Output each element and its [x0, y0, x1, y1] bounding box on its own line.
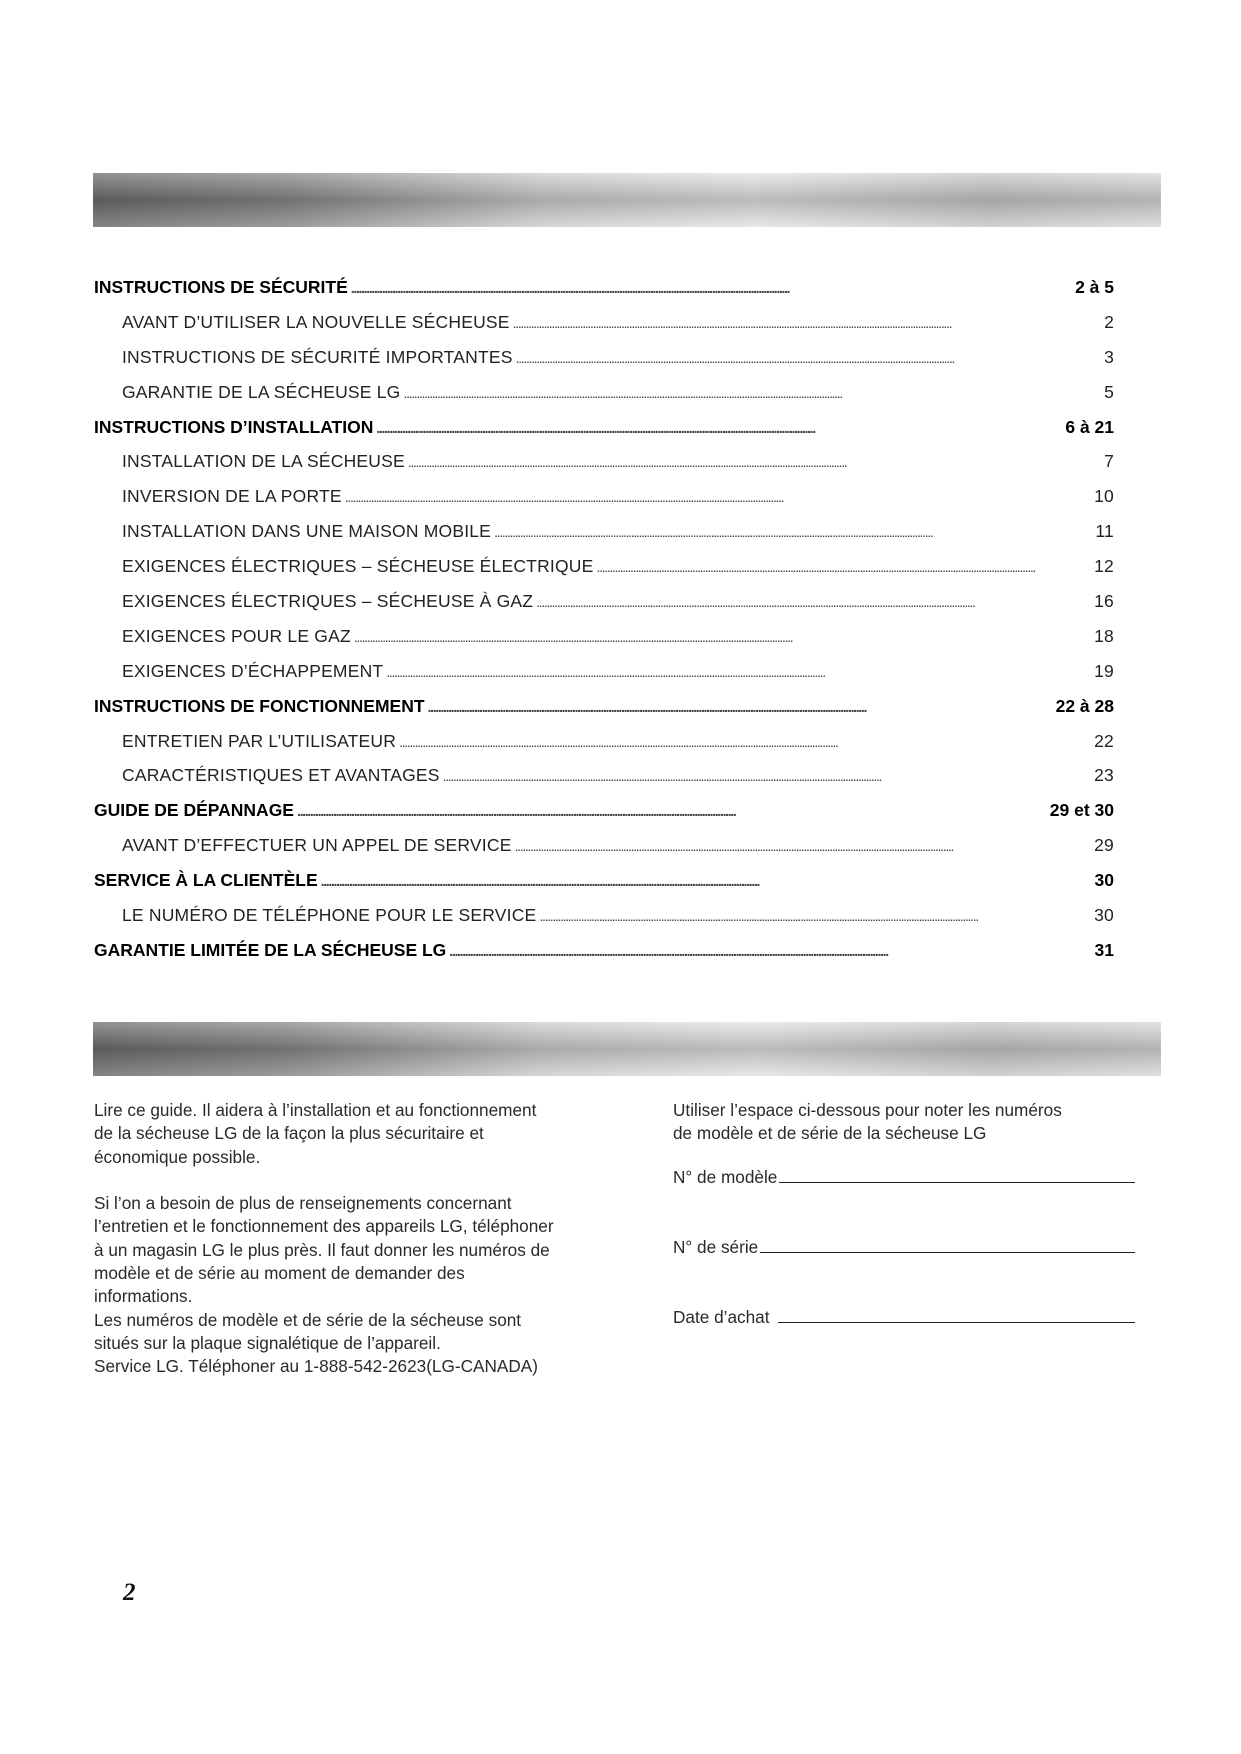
intro-line: informations.: [94, 1286, 193, 1307]
toc-entry-label: ENTRETIEN PAR L’UTILISATEUR: [122, 730, 397, 751]
toc-subsection-entry: [94, 549, 1114, 584]
toc-entry-label: GARANTIE DE LA SÉCHEUSE LG: [122, 381, 401, 402]
toc-entry-page: 31: [1094, 939, 1114, 960]
toc-entry-label: EXIGENCES D’ÉCHAPPEMENT: [122, 660, 384, 681]
toc-entry-page: 3: [1104, 346, 1114, 367]
toc-leader-dots: [351, 270, 1072, 306]
toc-leader-dots: [376, 410, 1062, 446]
intro-line: Service LG. Téléphoner au 1-888-542-2623(LG-CANADA): [94, 1356, 538, 1377]
toc-entry-page: 22 à 28: [1055, 695, 1114, 716]
toc-entry-label: GARANTIE LIMITÉE DE LA SÉCHEUSE LG: [94, 939, 447, 960]
toc-leader-dots: [354, 619, 1091, 655]
section-band: [93, 1022, 1161, 1076]
toc-entry-label: AVANT D’EFFECTUER UN APPEL DE SERVICE: [122, 835, 512, 856]
toc-leader-dots: [399, 724, 1091, 760]
toc-subsection-entry: [94, 828, 1114, 863]
toc-leader-dots: [408, 444, 1101, 480]
toc-subsection-entry: [94, 619, 1114, 654]
toc-entry-page: 12: [1094, 556, 1114, 577]
toc-leader-dots: [513, 305, 1101, 341]
toc-leader-dots: [443, 758, 1092, 794]
toc-subsection-entry: [94, 444, 1114, 479]
record-intro-line: Utiliser l’espace ci-dessous pour noter les numéros: [673, 1100, 1062, 1120]
toc-section-entry: [94, 689, 1114, 724]
toc-subsection-entry: [94, 724, 1114, 759]
model-number-line[interactable]: [779, 1164, 1135, 1183]
toc-leader-dots: [597, 549, 1092, 585]
toc-entry-label: INSTALLATION DE LA SÉCHEUSE: [122, 451, 405, 472]
purchase-date-label: Date d’achat: [673, 1307, 770, 1327]
toc-entry-page: 18: [1094, 625, 1114, 646]
toc-subsection-entry: [94, 340, 1114, 375]
toc-leader-dots: [494, 514, 1092, 550]
toc-leader-dots: [536, 584, 1091, 620]
toc-leader-dots: [297, 793, 1047, 829]
toc-subsection-entry: [94, 584, 1114, 619]
toc-subsection-entry: [94, 654, 1114, 689]
toc-entry-page: 7: [1104, 451, 1114, 472]
toc-subsection-entry: [94, 305, 1114, 340]
toc-entry-label: GUIDE DE DÉPANNAGE: [94, 800, 294, 821]
model-number-label: N° de modèle: [673, 1167, 778, 1187]
toc-entry-page: 16: [1094, 591, 1114, 612]
toc-entry-page: 29: [1094, 835, 1114, 856]
toc-leader-dots: [403, 375, 1101, 411]
toc-subsection-entry: [94, 514, 1114, 549]
toc-entry-page: 23: [1094, 765, 1114, 786]
model-number-field[interactable]: [673, 1164, 1135, 1188]
intro-text: [94, 1099, 654, 1379]
toc-entry-label: SERVICE À LA CLIENTÈLE: [94, 870, 318, 891]
toc-entry-page: 2 à 5: [1075, 277, 1114, 297]
intro-line: Lire ce guide. Il aidera à l’installation et au fonctionnement: [94, 1100, 537, 1120]
intro-line: à un magasin LG le plus près. Il faut donner les numéros de: [94, 1239, 550, 1260]
toc-entry-label: INSTRUCTIONS DE FONCTIONNEMENT: [94, 695, 425, 716]
toc-entry-label: INVERSION DE LA PORTE: [122, 486, 342, 507]
toc-leader-dots: [449, 933, 1091, 969]
toc-entry-page: 19: [1094, 660, 1114, 681]
toc-entry-label: CARACTÉRISTIQUES ET AVANTAGES: [122, 765, 440, 786]
intro-line: de la sécheuse LG de la façon la plus sécuritaire et: [94, 1123, 484, 1144]
record-intro: [673, 1099, 1143, 1146]
intro-line: économique possible.: [94, 1146, 261, 1167]
purchase-date-line[interactable]: [778, 1304, 1135, 1323]
toc-entry-page: 2: [1104, 311, 1114, 332]
intro-line: Si l’on a besoin de plus de renseignements concernant: [94, 1193, 512, 1214]
serial-number-field[interactable]: [673, 1234, 1135, 1258]
toc-entry-page: 29 et 30: [1049, 800, 1114, 821]
page-number: 2: [123, 1579, 136, 1606]
toc-subsection-entry: [94, 898, 1114, 933]
toc-entry-page: 30: [1094, 870, 1114, 891]
toc-leader-dots: [428, 689, 1053, 725]
intro-line: l’entretien et le fonctionnement des appareils LG, téléphoner: [94, 1216, 554, 1237]
toc-leader-dots: [321, 863, 1092, 899]
toc-leader-dots: [515, 828, 1092, 864]
toc-section-entry: [94, 933, 1114, 968]
toc-leader-dots: [386, 654, 1091, 690]
toc-entry-label: EXIGENCES ÉLECTRIQUES – SÉCHEUSE ÉLECTRIQUE: [122, 556, 594, 577]
toc-entry-page: 22: [1094, 730, 1114, 751]
toc-section-entry: [94, 793, 1114, 828]
intro-line: Les numéros de modèle et de série de la sécheuse sont: [94, 1309, 522, 1330]
toc-entry-label: INSTRUCTIONS DE SÉCURITÉ: [94, 277, 348, 297]
header-band: [93, 173, 1161, 227]
toc-section-entry: [94, 410, 1114, 445]
toc-entry-page: 6 à 21: [1065, 416, 1114, 437]
toc-section-entry: [94, 863, 1114, 898]
serial-number-label: N° de série: [673, 1237, 759, 1257]
toc-subsection-entry: [94, 479, 1114, 514]
toc-entry-label: INSTRUCTIONS D’INSTALLATION: [94, 416, 374, 437]
toc-leader-dots: [539, 898, 1091, 934]
toc-subsection-entry: [94, 758, 1114, 793]
toc-leader-dots: [516, 340, 1101, 376]
toc-entry-label: INSTALLATION DANS UNE MAISON MOBILE: [122, 521, 492, 542]
toc-entry-page: 5: [1104, 381, 1114, 402]
intro-line: situés sur la plaque signalétique de l’appareil.: [94, 1332, 441, 1353]
toc-entry-label: AVANT D’UTILISER LA NOUVELLE SÉCHEUSE: [122, 311, 510, 332]
toc-entry-page: 11: [1095, 521, 1114, 542]
toc-section-entry: [94, 270, 1114, 305]
table-of-contents: [94, 270, 1114, 968]
toc-entry-label: EXIGENCES ÉLECTRIQUES – SÉCHEUSE À GAZ: [122, 591, 534, 612]
toc-entry-label: LE NUMÉRO DE TÉLÉPHONE POUR LE SERVICE: [122, 905, 537, 926]
record-intro-line: de modèle et de série de la sécheuse LG: [673, 1123, 987, 1144]
toc-subsection-entry: [94, 375, 1114, 410]
purchase-date-field[interactable]: [673, 1304, 1135, 1328]
toc-leader-dots: [345, 479, 1091, 515]
toc-entry-page: 30: [1094, 905, 1114, 926]
toc-entry-label: EXIGENCES POUR LE GAZ: [122, 625, 351, 646]
toc-entry-label: INSTRUCTIONS DE SÉCURITÉ IMPORTANTES: [122, 346, 513, 367]
intro-line: modèle et de série au moment de demander des: [94, 1263, 465, 1284]
serial-number-line[interactable]: [760, 1234, 1135, 1253]
toc-entry-page: 10: [1094, 486, 1114, 507]
